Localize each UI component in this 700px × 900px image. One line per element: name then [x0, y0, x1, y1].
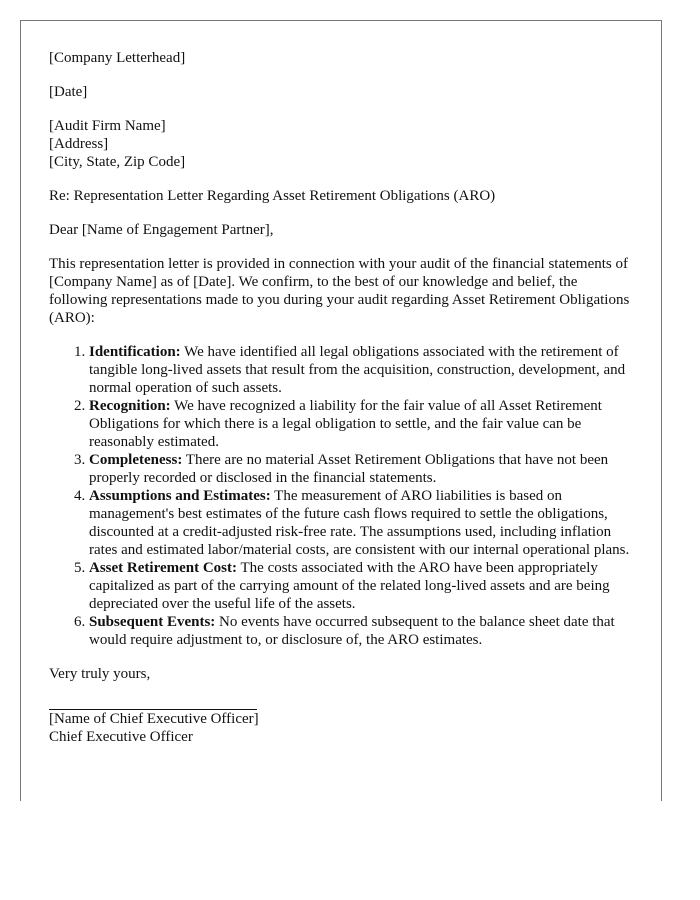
signer-name: [Name of Chief Executive Officer]	[49, 711, 259, 727]
date: [Date]	[49, 84, 88, 100]
letter-page	[20, 20, 662, 801]
recipient-city: [City, State, Zip Code]	[49, 154, 186, 170]
item-title: Identification:	[89, 344, 181, 360]
list-item	[89, 613, 632, 649]
list-item	[89, 343, 632, 397]
salutation: Dear [Name of Engagement Partner],	[49, 222, 274, 238]
item-title: Subsequent Events:	[89, 614, 216, 630]
item-title: Recognition:	[89, 398, 171, 414]
item-text: The costs associated with the ARO have been appropriately capitalized as part of the carrying amount of the related long-lived assets and are being depreciated over the useful life of the assets.	[89, 560, 610, 612]
recipient-street: [Address]	[49, 136, 109, 152]
letterhead: [Company Letterhead]	[49, 50, 186, 66]
recipient-firm: [Audit Firm Name]	[49, 118, 166, 134]
item-text: We have identified all legal obligations associated with the retirement of tangible long-lived assets that result from the acquisition, construction, development, and normal operation of such assets.	[89, 344, 626, 396]
item-text: There are no material Asset Retirement Obligations that have not been properly recorded or disclosed in the financial statements.	[89, 452, 609, 486]
item-title: Assumptions and Estimates:	[89, 488, 271, 504]
signature-line	[49, 683, 257, 710]
item-title: Completeness:	[89, 452, 183, 468]
closing: Very truly yours,	[49, 666, 151, 682]
recipient-address	[49, 117, 632, 171]
list-item	[89, 451, 632, 487]
intro-paragraph: This representation letter is provided in connection with your audit of the financial statements of [Company Name] as of [Date]. We confirm, to the best of our knowledge and belief, the following representations made to you during your audit regarding Asset Retirement Obligations (ARO):	[49, 256, 630, 326]
representations-list	[49, 343, 632, 649]
list-item	[89, 487, 632, 559]
item-text: No events have occurred subsequent to the balance sheet date that would require adjustment to, or disclosure of, the ARO estimates.	[89, 614, 615, 648]
item-text: The measurement of ARO liabilities is based on management's best estimates of the future cash flows required to settle the obligations, discounted at a credit-adjusted risk-free rate. The assumptions used, including inflation rates and estimated labor/material costs, are consistent with our internal operational plans.	[89, 488, 630, 558]
signer-title: Chief Executive Officer	[49, 729, 193, 745]
item-text: We have recognized a liability for the fair value of all Asset Retirement Obligations for which there is a legal obligation to settle, and the fair value can be reasonably estimated.	[89, 398, 602, 450]
list-item	[89, 397, 632, 451]
list-item	[89, 559, 632, 613]
item-title: Asset Retirement Cost:	[89, 560, 238, 576]
subject-line: Re: Representation Letter Regarding Asset Retirement Obligations (ARO)	[49, 188, 496, 204]
